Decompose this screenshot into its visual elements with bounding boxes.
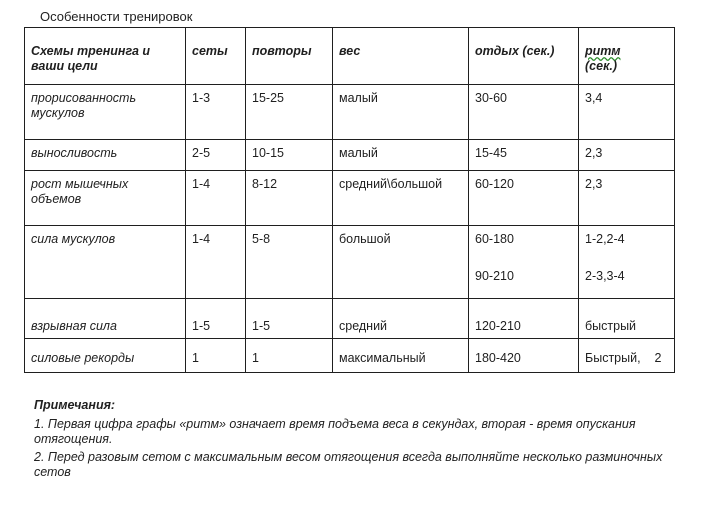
- table-row: [25, 171, 675, 226]
- cell-rhythm: [579, 226, 675, 299]
- header-sets: сеты: [186, 28, 246, 85]
- cell-weight: большой: [333, 226, 469, 299]
- cell-rest: 15-45: [469, 140, 579, 171]
- cell-rest: [469, 226, 579, 299]
- cell-rhythm-value: 1-2,2-4: [585, 232, 625, 246]
- cell-sets: 1-5: [186, 299, 246, 339]
- cell-reps: 10-15: [246, 140, 333, 171]
- header-rest: отдых (сек.): [469, 28, 579, 85]
- header-rhythm: [579, 28, 675, 85]
- header-weight: вес: [333, 28, 469, 85]
- cell-sets: 1-3: [186, 85, 246, 140]
- cell-reps: 1: [246, 339, 333, 373]
- notes-title: Примечания:: [34, 398, 116, 412]
- header-reps: повторы: [246, 28, 333, 85]
- cell-reps: 1-5: [246, 299, 333, 339]
- table-row: [25, 85, 675, 140]
- cell-goal: силовые рекорды: [25, 339, 186, 373]
- cell-rhythm: 3,4: [579, 85, 675, 140]
- cell-goal: взрывная сила: [25, 299, 186, 339]
- table-row: [25, 226, 675, 299]
- header-rhythm-word: ритм: [585, 44, 621, 58]
- table-row: [25, 140, 675, 171]
- header-row: [25, 28, 675, 85]
- cell-weight: малый: [333, 140, 469, 171]
- table-row: [25, 299, 675, 339]
- cell-rhythm: 2,3: [579, 140, 675, 171]
- cell-weight: малый: [333, 85, 469, 140]
- cell-rhythm: 2,3: [579, 171, 675, 226]
- cell-rhythm-value-2: 2-3,3-4: [585, 269, 625, 283]
- note-item: 1. Первая цифра графы «ритм» означает время подъема веса в секундах, вторая - время опускания отягощения.: [34, 417, 636, 446]
- cell-sets: 1-4: [186, 226, 246, 299]
- cell-goal: рост мышечных объемов: [25, 171, 186, 226]
- cell-rest: 30-60: [469, 85, 579, 140]
- cell-reps: 8-12: [246, 171, 333, 226]
- cell-reps: 5-8: [246, 226, 333, 299]
- header-rhythm-unit: (сек.): [585, 59, 618, 73]
- cell-rhythm: быстрый: [579, 299, 675, 339]
- cell-goal: сила мускулов: [25, 226, 186, 299]
- table-row: [25, 339, 675, 373]
- cell-rest-value: 60-180: [475, 232, 514, 246]
- cell-rhythm: Быстрый, 2: [579, 339, 675, 373]
- cell-sets: 1-4: [186, 171, 246, 226]
- cell-sets: 2-5: [186, 140, 246, 171]
- training-table: [24, 27, 675, 373]
- cell-weight: средний\большой: [333, 171, 469, 226]
- cell-weight: максимальный: [333, 339, 469, 373]
- cell-rest: 60-120: [469, 171, 579, 226]
- cell-goal: прорисованность мускулов: [25, 85, 186, 140]
- header-scheme: Схемы тренинга и ваши цели: [25, 28, 186, 85]
- notes-section: [34, 398, 674, 483]
- cell-rest: 180-420: [469, 339, 579, 373]
- cell-goal: выносливость: [25, 140, 186, 171]
- document-title: Особенности тренировок: [40, 9, 193, 24]
- note-item: 2. Перед разовым сетом с максимальным весом отягощения всегда выполняйте несколько разминочных сетов: [34, 450, 663, 479]
- cell-reps: 15-25: [246, 85, 333, 140]
- cell-weight: средний: [333, 299, 469, 339]
- cell-sets: 1: [186, 339, 246, 373]
- cell-rest-value-2: 90-210: [475, 269, 514, 283]
- cell-rest: 120-210: [469, 299, 579, 339]
